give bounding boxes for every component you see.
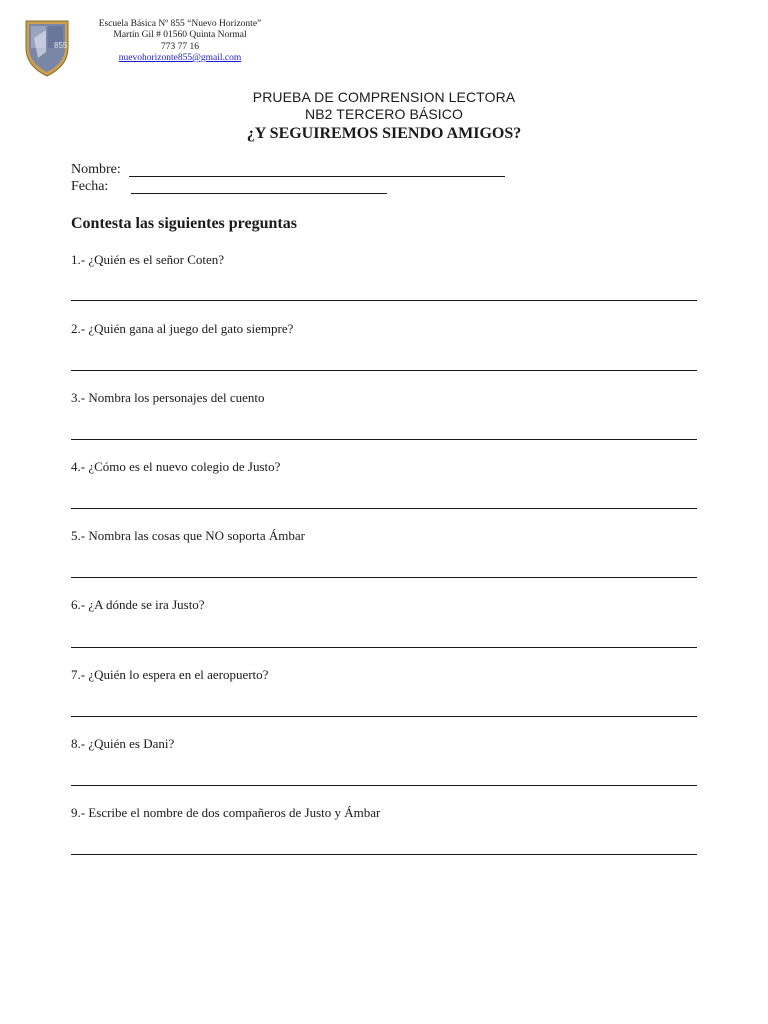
logo-number: 855 — [54, 41, 68, 50]
school-phone: 773 77 16 — [161, 41, 199, 52]
name-input-line[interactable] — [129, 176, 505, 177]
question-text: 8.- ¿Quién es Dani? — [71, 736, 175, 751]
question-text: 2.- ¿Quién gana al juego del gato siempre? — [71, 321, 294, 336]
section-heading: Contesta las siguientes preguntas — [71, 215, 297, 232]
answer-line[interactable] — [71, 785, 697, 786]
question-text: 7.- ¿Quién lo espera en el aeropuerto? — [71, 667, 269, 682]
question-4 — [71, 459, 697, 519]
story-title: ¿Y SEGUIREMOS SIENDO AMIGOS? — [246, 125, 522, 142]
question-9 — [71, 805, 697, 865]
question-text: 6.- ¿A dónde se ira Justo? — [71, 597, 205, 612]
question-text: 4.- ¿Cómo es el nuevo colegio de Justo? — [71, 459, 281, 474]
question-7 — [71, 667, 697, 727]
question-text: 9.- Escribe el nombre de dos compañeros de Justo y Ámbar — [71, 805, 381, 820]
answer-line[interactable] — [71, 300, 697, 301]
answer-line[interactable] — [71, 577, 697, 578]
school-email-link[interactable]: nuevohorizonte855@gmail.com — [118, 52, 242, 63]
answer-line[interactable] — [71, 439, 697, 440]
question-2 — [71, 321, 697, 381]
name-field[interactable] — [71, 162, 511, 180]
question-1 — [71, 252, 697, 312]
school-name: Escuela Básica Nº 855 “Nuevo Horizonte” — [98, 19, 262, 29]
name-label: Nombre: — [71, 162, 121, 177]
school-shield-logo — [24, 18, 70, 78]
answer-line[interactable] — [71, 716, 697, 717]
answer-line[interactable] — [71, 647, 697, 648]
school-info — [80, 19, 280, 64]
answer-line[interactable] — [71, 508, 697, 509]
test-title: PRUEBA DE COMPRENSION LECTORA — [252, 89, 516, 105]
date-label: Fecha: — [71, 179, 109, 194]
grade-level: NB2 TERCERO BÁSICO — [305, 106, 463, 122]
date-input-line[interactable] — [131, 193, 387, 194]
question-6 — [71, 597, 697, 657]
question-3 — [71, 390, 697, 450]
question-text: 1.- ¿Quién es el señor Coten? — [71, 252, 225, 267]
answer-line[interactable] — [71, 370, 697, 371]
question-5 — [71, 528, 697, 588]
question-text: 5.- Nombra las cosas que NO soporta Ámbar — [71, 528, 305, 543]
test-title-block — [0, 89, 768, 144]
school-address: Martín Gil # 01560 Quinta Normal — [113, 30, 247, 41]
date-field[interactable] — [71, 179, 391, 197]
question-text: 3.- Nombra los personajes del cuento — [71, 390, 265, 405]
answer-line[interactable] — [71, 854, 697, 855]
question-8 — [71, 736, 697, 796]
